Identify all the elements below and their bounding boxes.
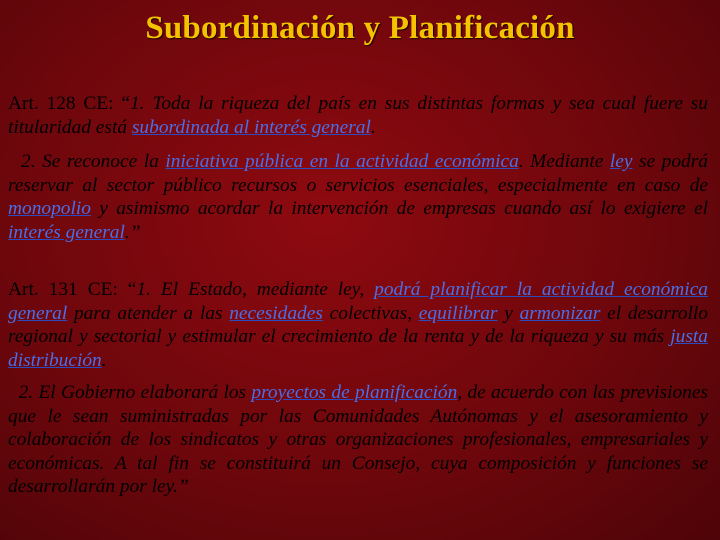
highlight-term: equilibrar [418, 302, 498, 324]
highlight-term: subordinada al interés general [131, 116, 371, 138]
body-text: el desarrollo regional y sectorial y estimular el crecimiento de la renta y de la riqueza y su más [8, 302, 708, 347]
body-text: 2. El Gobierno elaborará los [18, 382, 252, 403]
body-text: para atender a las [67, 302, 230, 324]
highlight-term: proyectos de planificación [251, 382, 458, 403]
body-text: colectivas, [322, 302, 419, 324]
body-text: , de acuerdo con las previsiones que le sean suministradas por las Comunidades Autónomas y el asesoramiento y colaboración de los sindicatos y otras organizaciones profesionales, empresariales y económicas. A tal fin se constituirá un Consejo, cuya composición y funciones se desarrollarán por ley.” [8, 382, 708, 497]
highlight-term: monopolio [8, 198, 91, 219]
body-text: se podrá reservar al sector público recursos o servicios esenciales, especialmente en caso de [8, 151, 708, 196]
art-131-paragraph-1 [8, 278, 708, 372]
highlight-term: justa distribución [8, 326, 708, 371]
highlight-term: podrá planificar la actividad económica general [8, 279, 708, 324]
highlight-term: iniciativa pública en la actividad económica [165, 151, 519, 172]
body-text: . [101, 349, 107, 371]
body-text: .” [124, 221, 141, 243]
slide-title: Subordinación y Planificación [145, 10, 575, 46]
highlight-term: interés general [8, 221, 125, 243]
body-text: . [370, 116, 376, 138]
highlight-term: necesidades [229, 302, 323, 324]
body-text: y asimismo acordar la intervención de empresas cuando así lo exigiere el [90, 198, 708, 219]
body-text: 1. Toda la riqueza del país en sus distintas formas y sea cual fuere su titularidad está [8, 93, 708, 138]
highlight-term: ley [609, 151, 633, 172]
article-ref: Art. 131 CE: “ [8, 279, 137, 300]
body-text: . Mediante [518, 151, 610, 172]
highlight-term: armonizar [519, 302, 601, 324]
body-text: 1. El Estado, mediante ley, [136, 279, 375, 300]
body-text: y [497, 302, 520, 324]
art-131-paragraph-2 [8, 381, 708, 499]
article-ref: Art. 128 CE: “ [8, 93, 130, 114]
body-text: 2. Se reconoce la [21, 151, 166, 172]
art-128-paragraph-2 [8, 150, 708, 244]
art-128-paragraph-1 [8, 92, 708, 139]
